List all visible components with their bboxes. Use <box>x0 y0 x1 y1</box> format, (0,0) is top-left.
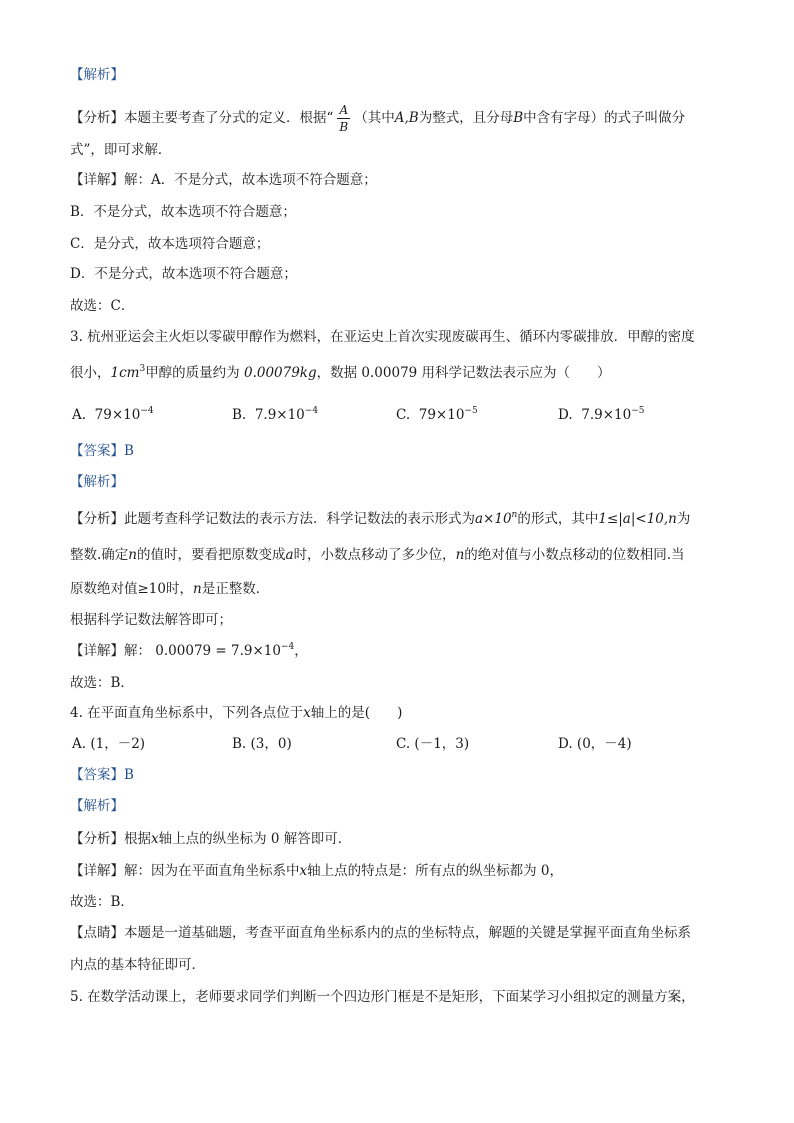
solution-line: 【详解】解：A．不是分式，故本选项不符合题意； <box>70 172 377 188</box>
analysis-line: 根据科学记数法解答即可； <box>70 612 232 628</box>
solution-line: C．是分式，故本选项符合题意； <box>70 236 270 252</box>
question-3-text-continued: 很小，$1cm^3$甲醇的质量约为 0.00079kg，数据 0.00079 用科学记数法表示应为（ ） <box>70 364 611 381</box>
answer-heading: 【答案】B <box>70 443 134 459</box>
option-a: A. $79\times 10^{-4}$ <box>72 406 154 423</box>
option-a: A. (1，－2) <box>72 736 146 752</box>
solution-line: D．不是分式，故本选项不符合题意； <box>70 266 297 282</box>
analysis-line: 【分析】根据x轴上点的纵坐标为 0 解答即可． <box>70 831 352 847</box>
question-3-text: 3. 杭州亚运会主火炬以零碳甲醇作为燃料，在亚运史上首次实现废碳再生、循环内零碳排放．甲醇的密度 <box>70 329 695 345</box>
option-b: B. $7.9\times 10^{-4}$ <box>232 406 319 423</box>
solution-line: B．不是分式，故本选项不符合题意； <box>70 204 296 220</box>
answer-choice-line: 故选：B． <box>70 675 134 691</box>
analysis-heading: 【解析】 <box>70 67 124 83</box>
analysis-line: 原数绝对值≥10时，n是正整数． <box>70 581 270 597</box>
question-5-text: 5. 在数学活动课上，老师要求同学们判断一个四边形门框是不是矩形，下面某学习小组拟定的测量方案， <box>70 989 695 1005</box>
option-d: D. $7.9\times 10^{-5}$ <box>558 406 645 423</box>
option-d: D. (0，－4) <box>558 736 632 752</box>
option-c: C. (－1，3) <box>396 736 470 752</box>
answer-heading: 【答案】B <box>70 767 134 783</box>
answer-choice-line: 故选：C． <box>70 298 135 314</box>
analysis-heading: 【解析】 <box>70 474 124 490</box>
key-point-line-continued: 内点的基本特征即可． <box>70 957 205 973</box>
option-b: B. (3，0) <box>232 736 292 752</box>
analysis-line-continued: 式”，即可求解． <box>70 142 172 158</box>
solution-line: 【详解】解：因为在平面直角坐标系中x轴上点的特点是：所有点的纵坐标都为 0， <box>70 863 564 879</box>
analysis-heading: 【解析】 <box>70 798 124 814</box>
analysis-line: 整数.确定n的值时，要看把原数变成a时，小数点移动了多少位，n的绝对值与小数点移动的位数相同.当 <box>70 547 685 563</box>
fraction-a-over-b: $\frac{A}{B}$ <box>339 103 349 134</box>
solution-line: 【详解】解： $0.00079 = 7.9\times 10^{-4}$， <box>70 642 308 659</box>
option-c: C. $79\times 10^{-5}$ <box>396 406 478 423</box>
answer-choice-line: 故选：B． <box>70 894 134 910</box>
analysis-line: 【分析】此题考查科学记数法的表示方法．科学记数法的表示形式为$a\times 10^n$的形式，其中1≤|a|<10,n为 <box>70 510 691 527</box>
analysis-line: 【分析】本题主要考查了分式的定义．根据“ $\frac{A}{B}$ （其中A,B为整式，且分母B中含有字母）的式子叫做分 <box>70 103 686 134</box>
key-point-line: 【点睛】本题是一道基础题，考查平面直角坐标系内的点的坐标特点，解题的关键是掌握平面直角坐标系 <box>70 925 691 941</box>
question-4-text: 4. 在平面直角坐标系中，下列各点位于x轴上的是( ) <box>70 705 403 721</box>
